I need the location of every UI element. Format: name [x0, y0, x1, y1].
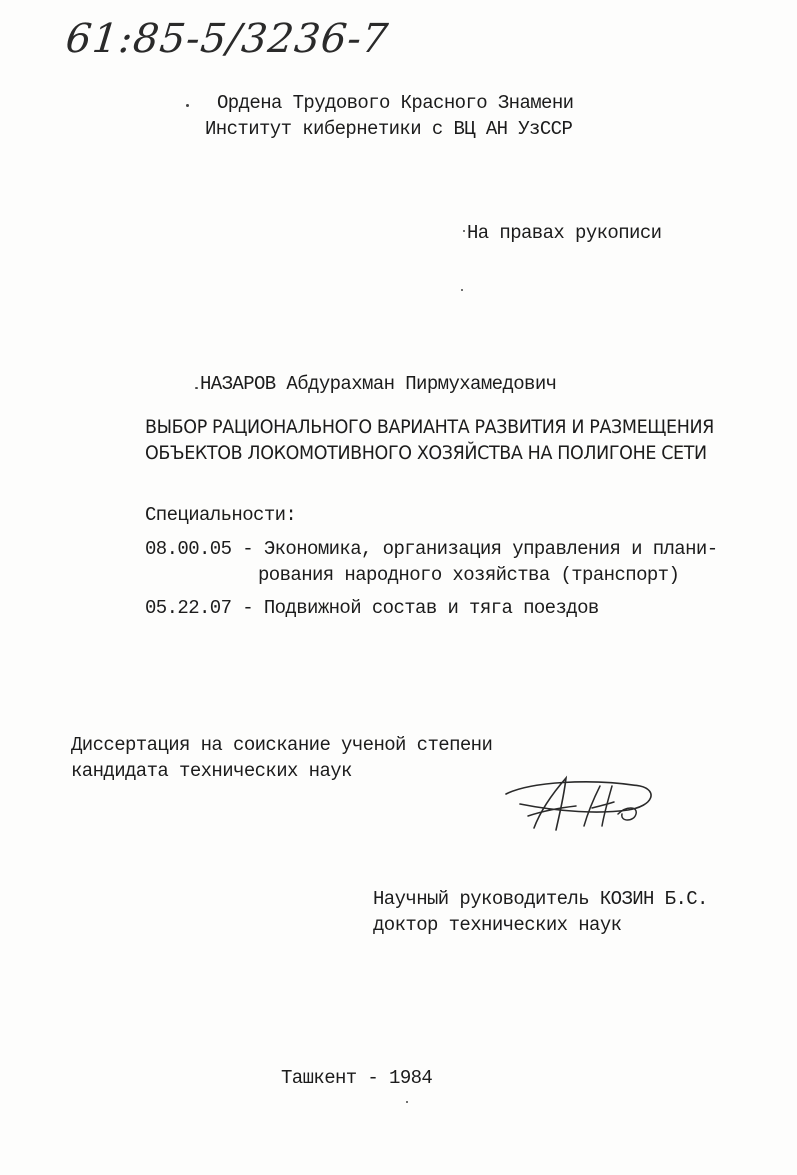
handwritten-archive-number: 61:85-5/3236-7	[63, 16, 391, 62]
city-year-footer: Ташкент - 1984	[281, 1067, 433, 1089]
paper-speck	[463, 230, 465, 232]
paper-speck	[461, 289, 463, 291]
supervisor-line-1: Научный руководитель КОЗИН Б.С.	[373, 888, 708, 910]
title-line-2: ОБЪЕКТОВ ЛОКОМОТИВНОГО ХОЗЯЙСТВА НА ПОЛИГОНЕ СЕТИ	[145, 442, 707, 464]
paper-speck	[406, 1101, 408, 1103]
paper-speck	[195, 387, 198, 389]
signature-graphic	[500, 772, 660, 842]
title-line-1: ВЫБОР РАЦИОНАЛЬНОГО ВАРИАНТА РАЗВИТИЯ И РАЗМЕЩЕНИЯ	[145, 416, 714, 438]
institution-line-1: Ордена Трудового Красного Знамени	[217, 92, 574, 114]
supervisor-line-2: доктор технических наук	[373, 914, 622, 936]
specialty-2-line-1: 05.22.07 - Подвижной состав и тяга поездов	[145, 597, 599, 619]
author-name: НАЗАРОВ Абдурахман Пирмухамедович	[200, 373, 557, 395]
institution-line-2: Институт кибернетики с ВЦ АН УзССР	[205, 118, 573, 140]
specialties-heading: Специальности:	[145, 504, 297, 526]
dissertation-line-2: кандидата технических наук	[71, 760, 352, 782]
specialty-1-line-1: 08.00.05 - Экономика, организация управления и плани-	[145, 538, 718, 560]
dissertation-line-1: Диссертация на соискание ученой степени	[71, 734, 493, 756]
manuscript-note: На правах рукописи	[467, 222, 662, 244]
handwritten-signature	[500, 772, 660, 847]
specialty-1-line-2: рования народного хозяйства (транспорт)	[258, 564, 680, 586]
paper-speck	[186, 104, 189, 107]
